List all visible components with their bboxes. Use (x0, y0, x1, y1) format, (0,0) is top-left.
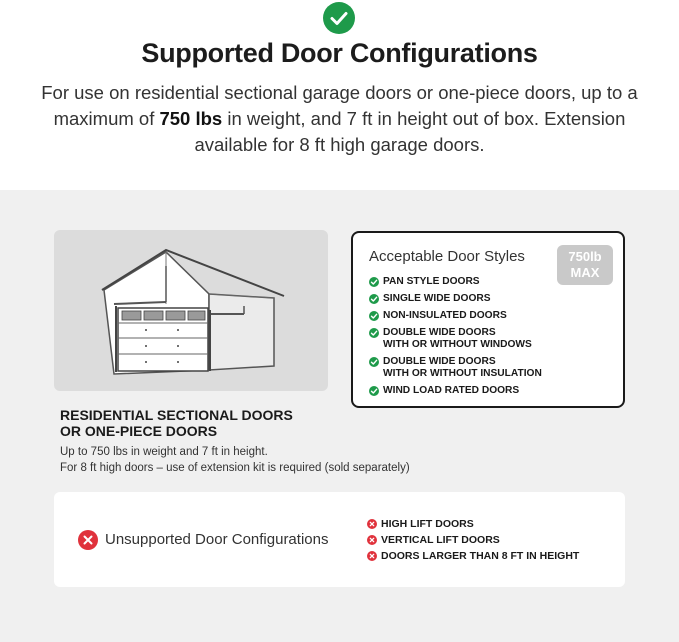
list-item (367, 518, 579, 530)
check-circle-icon (369, 277, 379, 287)
list-item-text (383, 356, 542, 380)
max-weight-badge (557, 245, 613, 285)
list-item (369, 276, 542, 288)
check-circle-icon (369, 328, 379, 338)
residential-title-line2: OR ONE-PIECE DOORS (60, 423, 218, 439)
list-item (369, 385, 542, 397)
list-item-text (383, 327, 532, 351)
list-item-text (383, 276, 480, 288)
check-circle-icon (369, 357, 379, 367)
list-item (369, 356, 542, 380)
list-item-line1: NON-INSULATED DOORS (383, 310, 507, 321)
list-item-line2: WITH OR WITHOUT INSULATION (383, 368, 542, 379)
list-item (369, 327, 542, 351)
subtitle-text-1: For use on residential sectional garage doors or one-piece doors, up to a maximum of (41, 82, 638, 129)
header-section (0, 0, 679, 190)
list-item-text (383, 310, 507, 322)
check-circle-icon (369, 386, 379, 396)
check-circle-icon (369, 311, 379, 321)
residential-desc-line2: For 8 ft high doors – use of extension kit is required (sold separately) (60, 461, 410, 474)
page-subtitle (40, 80, 639, 158)
residential-desc-line1: Up to 750 lbs in weight and 7 ft in height. (60, 446, 268, 458)
acceptable-styles-card (351, 231, 625, 408)
list-item-line1: DOUBLE WIDE DOORS (383, 356, 496, 367)
max-weight-label: MAX (570, 265, 600, 280)
list-item (367, 534, 579, 546)
list-item-line1: WIND LOAD RATED DOORS (383, 385, 520, 396)
list-item-text: DOORS LARGER THAN 8 FT IN HEIGHT (381, 550, 580, 562)
page-title: Supported Door Configurations (141, 38, 538, 68)
max-weight-value: 750lb (568, 249, 602, 264)
list-item-text: HIGH LIFT DOORS (381, 518, 474, 530)
subtitle-text-2: in weight, and 7 ft in height out of box. Extension available for 8 ft high garage doors. (194, 108, 626, 155)
list-item (367, 550, 579, 562)
check-circle-icon (369, 294, 379, 304)
list-item-text (383, 293, 491, 305)
subtitle-weight-highlight: 750 lbs (159, 108, 223, 129)
unsupported-list (367, 518, 579, 566)
acceptable-styles-list (369, 276, 542, 402)
residential-title (60, 407, 330, 439)
residential-description (60, 445, 480, 476)
unsupported-card (54, 492, 625, 587)
list-item-line1: PAN STYLE DOORS (383, 276, 480, 287)
unsupported-heading: Unsupported Door Configurations (105, 531, 329, 548)
x-circle-icon (367, 551, 377, 561)
x-circle-icon (367, 535, 377, 545)
list-item-line1: SINGLE WIDE DOORS (383, 293, 491, 304)
list-item (369, 293, 542, 305)
list-item-line1: DOUBLE WIDE DOORS (383, 327, 496, 338)
list-item (369, 310, 542, 322)
acceptable-styles-heading: Acceptable Door Styles (369, 248, 525, 265)
list-item-line2: WITH OR WITHOUT WINDOWS (383, 339, 532, 350)
garage-door-illustration (54, 230, 328, 391)
list-item-text (383, 385, 519, 397)
x-circle-icon (367, 519, 377, 529)
residential-title-line1: RESIDENTIAL SECTIONAL DOORS (60, 407, 293, 423)
x-circle-icon (78, 530, 98, 550)
check-circle-icon (323, 2, 355, 34)
list-item-text: VERTICAL LIFT DOORS (381, 534, 500, 546)
